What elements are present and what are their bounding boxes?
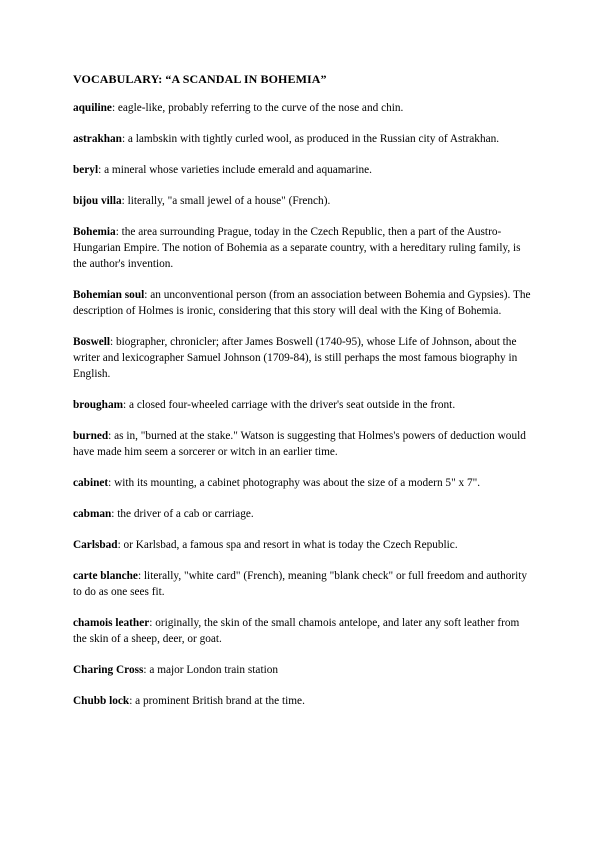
vocab-term: Bohemian soul (73, 289, 145, 301)
vocab-term: carte blanche (73, 570, 138, 582)
vocab-term: cabinet (73, 477, 109, 489)
vocab-term: burned (73, 430, 109, 442)
vocab-definition: : the area surrounding Prague, today in the Czech Republic, then a part of the Austro-Hungarian Empire. The notion of Bohemia as a separate country, with a hereditary ruling family, is the author's invention. (73, 226, 521, 270)
vocab-term: aquiline (73, 102, 112, 114)
vocab-entry-charing-cross (73, 662, 533, 678)
vocab-term: bijou villa (73, 195, 122, 207)
vocab-definition: : literally, "white card" (French), meaning "blank check" or full freedom and authority to do as one sees fit. (73, 570, 528, 598)
vocab-term: Bohemia (73, 226, 116, 238)
vocab-entry-bohemian-soul (73, 287, 533, 319)
vocab-entry-chamois-leather (73, 615, 533, 647)
vocab-entry-aquiline (73, 100, 533, 116)
vocab-term: Carlsbad (73, 539, 118, 551)
vocab-entry-cabinet (73, 475, 533, 491)
vocab-definition: : originally, the skin of the small chamois antelope, and later any soft leather from the skin of a sheep, deer, or goat. (73, 617, 520, 645)
vocab-term: chamois leather (73, 617, 150, 629)
vocab-definition: : biographer, chronicler; after James Boswell (1740-95), whose Life of Johnson, about the writer and lexicographer Samuel Johnson (1709-84), is still perhaps the most famous biography in English. (73, 336, 518, 380)
vocab-definition: : the driver of a cab or carriage. (111, 508, 254, 520)
vocab-entry-carte-blanche (73, 568, 533, 600)
vocab-entry-bohemia (73, 224, 533, 272)
vocab-term: Chubb lock (73, 695, 130, 707)
vocab-definition: : a mineral whose varieties include emerald and aquamarine. (98, 164, 372, 176)
vocab-entry-cabman (73, 506, 533, 522)
vocab-entry-burned (73, 428, 533, 460)
vocab-definition: : a major London train station (143, 664, 279, 676)
vocab-definition: : eagle-like, probably referring to the curve of the nose and chin. (111, 102, 404, 114)
vocab-definition: : a lambskin with tightly curled wool, as produced in the Russian city of Astrakhan. (121, 133, 500, 145)
vocab-definition: : or Karlsbad, a famous spa and resort in what is today the Czech Republic. (117, 539, 458, 551)
vocab-term: beryl (73, 164, 99, 176)
vocab-entry-chubb-lock (73, 693, 533, 709)
vocab-entry-astrakhan (73, 131, 533, 147)
vocab-term: Boswell (73, 336, 111, 348)
vocab-entry-brougham (73, 397, 533, 413)
vocab-entry-beryl (73, 162, 533, 178)
vocab-entry-boswell (73, 334, 533, 382)
vocab-definition: : literally, "a small jewel of a house" (French). (121, 195, 331, 207)
document-page (73, 71, 533, 724)
vocab-term: cabman (73, 508, 112, 520)
vocab-definition: : a prominent British brand at the time. (129, 695, 305, 707)
vocab-entry-bijou-villa (73, 193, 533, 209)
vocab-definition: : with its mounting, a cabinet photography was about the size of a modern 5" x 7". (108, 477, 481, 489)
vocab-entry-carlsbad (73, 537, 533, 553)
document-title: VOCABULARY: “A SCANDAL IN BOHEMIA” (73, 72, 327, 86)
vocab-definition: : an unconventional person (from an association between Bohemia and Gypsies). The description of Holmes is ironic, considering that this story will deal with the King of Bohemia. (73, 289, 531, 317)
vocab-term: brougham (73, 399, 124, 411)
vocab-definition: : as in, "burned at the stake." Watson is suggesting that Holmes's powers of deduction would have made him seem a sorcerer or witch in an earlier time. (73, 430, 526, 458)
vocab-term: astrakhan (73, 133, 122, 145)
vocab-definition: : a closed four-wheeled carriage with the driver's seat outside in the front. (123, 399, 456, 411)
vocab-term: Charing Cross (73, 664, 144, 676)
